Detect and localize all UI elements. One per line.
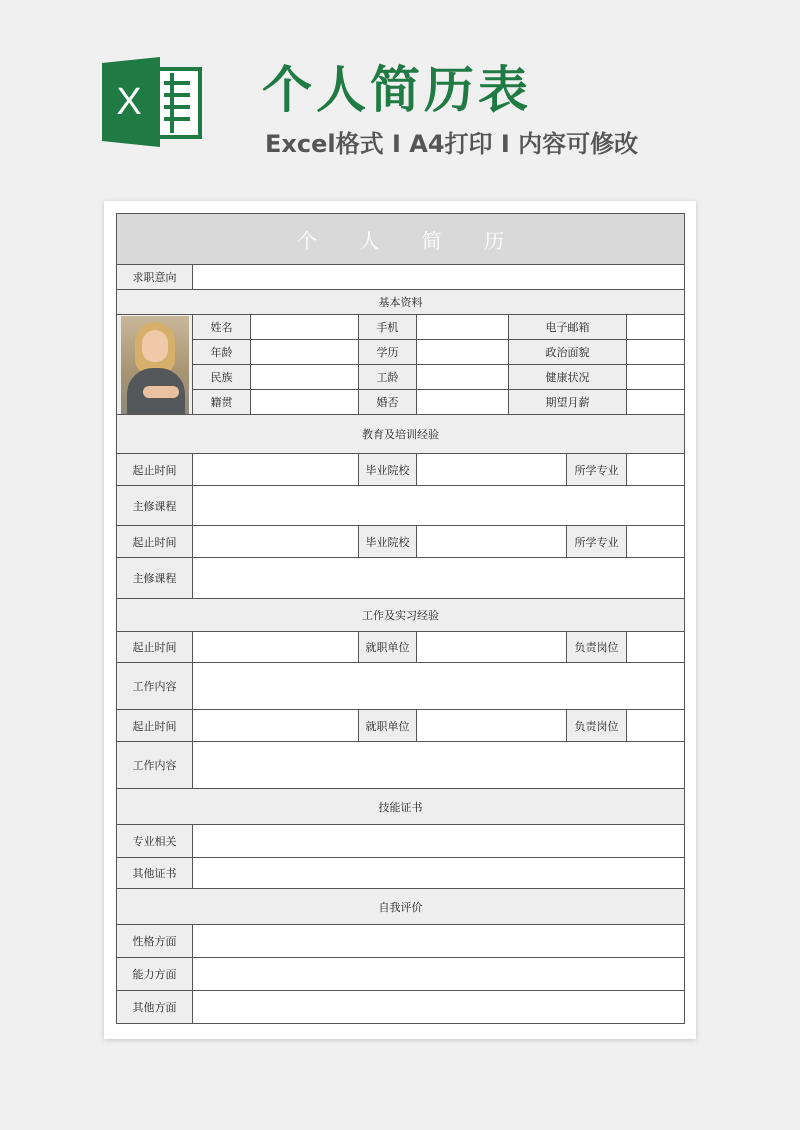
education-level-field[interactable] <box>417 340 509 365</box>
name-label: 姓名 <box>193 315 251 340</box>
work-period-field[interactable] <box>193 632 359 663</box>
edu-school-field[interactable] <box>417 526 567 558</box>
expected-salary-label: 期望月薪 <box>509 390 627 415</box>
job-intention-label: 求职意向 <box>117 265 193 290</box>
edu-major-field[interactable] <box>627 526 685 558</box>
hometown-field[interactable] <box>251 390 359 415</box>
expected-salary-field[interactable] <box>627 390 685 415</box>
page-title: 个人简历表 <box>262 61 532 119</box>
resume-sheet <box>104 201 696 1039</box>
logo-letter: X <box>116 81 142 123</box>
edu-period-field[interactable] <box>193 526 359 558</box>
work-company-field[interactable] <box>417 632 567 663</box>
hometown-label: 籍贯 <box>193 390 251 415</box>
eval-personality-label: 性格方面 <box>117 925 193 958</box>
work-content-label: 工作内容 <box>117 742 193 789</box>
phone-label: 手机 <box>359 315 417 340</box>
work-position-field[interactable] <box>627 710 685 742</box>
work-period-label: 起止时间 <box>117 710 193 742</box>
age-field[interactable] <box>251 340 359 365</box>
work-content-field[interactable] <box>193 663 685 710</box>
excel-icon <box>102 57 204 147</box>
work-header: 工作及实习经验 <box>117 599 685 632</box>
page-header <box>0 0 800 195</box>
eval-personality-field[interactable] <box>193 925 685 958</box>
edu-course-label: 主修课程 <box>117 558 193 599</box>
name-field[interactable] <box>251 315 359 340</box>
eval-ability-field[interactable] <box>193 958 685 991</box>
edu-course-field[interactable] <box>193 486 685 526</box>
skills-header: 技能证书 <box>117 789 685 825</box>
work-position-field[interactable] <box>627 632 685 663</box>
email-field[interactable] <box>627 315 685 340</box>
eval-ability-label: 能力方面 <box>117 958 193 991</box>
ethnicity-field[interactable] <box>251 365 359 390</box>
self-eval-header: 自我评价 <box>117 889 685 925</box>
work-years-label: 工龄 <box>359 365 417 390</box>
edu-period-label: 起止时间 <box>117 526 193 558</box>
job-intention-field[interactable] <box>193 265 685 290</box>
education-header: 教育及培训经验 <box>117 415 685 454</box>
edu-period-label: 起止时间 <box>117 454 193 486</box>
political-status-label: 政治面貌 <box>509 340 627 365</box>
basic-info-header: 基本资料 <box>117 290 685 315</box>
edu-major-label: 所学专业 <box>567 526 627 558</box>
profile-photo <box>121 316 189 414</box>
edu-school-label: 毕业院校 <box>359 454 417 486</box>
edu-course-field[interactable] <box>193 558 685 599</box>
education-level-label: 学历 <box>359 340 417 365</box>
work-position-label: 负责岗位 <box>567 632 627 663</box>
health-field[interactable] <box>627 365 685 390</box>
resume-table <box>116 213 685 1024</box>
health-label: 健康状况 <box>509 365 627 390</box>
edu-course-label: 主修课程 <box>117 486 193 526</box>
phone-field[interactable] <box>417 315 509 340</box>
skill-other-field[interactable] <box>193 858 685 889</box>
work-years-field[interactable] <box>417 365 509 390</box>
edu-major-label: 所学专业 <box>567 454 627 486</box>
edu-major-field[interactable] <box>627 454 685 486</box>
work-company-label: 就职单位 <box>359 632 417 663</box>
edu-school-field[interactable] <box>417 454 567 486</box>
work-company-label: 就职单位 <box>359 710 417 742</box>
work-period-label: 起止时间 <box>117 632 193 663</box>
form-banner: 个 人 简 历 <box>117 214 685 265</box>
email-label: 电子邮箱 <box>509 315 627 340</box>
work-period-field[interactable] <box>193 710 359 742</box>
edu-school-label: 毕业院校 <box>359 526 417 558</box>
edu-period-field[interactable] <box>193 454 359 486</box>
photo-cell[interactable] <box>117 315 193 415</box>
work-content-field[interactable] <box>193 742 685 789</box>
work-company-field[interactable] <box>417 710 567 742</box>
political-status-field[interactable] <box>627 340 685 365</box>
work-position-label: 负责岗位 <box>567 710 627 742</box>
marital-label: 婚否 <box>359 390 417 415</box>
skill-other-label: 其他证书 <box>117 858 193 889</box>
eval-other-field[interactable] <box>193 991 685 1024</box>
ethnicity-label: 民族 <box>193 365 251 390</box>
work-content-label: 工作内容 <box>117 663 193 710</box>
page-subtitle: Excel格式 I A4打印 I 内容可修改 <box>265 130 639 158</box>
age-label: 年龄 <box>193 340 251 365</box>
eval-other-label: 其他方面 <box>117 991 193 1024</box>
skill-professional-field[interactable] <box>193 825 685 858</box>
skill-professional-label: 专业相关 <box>117 825 193 858</box>
marital-field[interactable] <box>417 390 509 415</box>
